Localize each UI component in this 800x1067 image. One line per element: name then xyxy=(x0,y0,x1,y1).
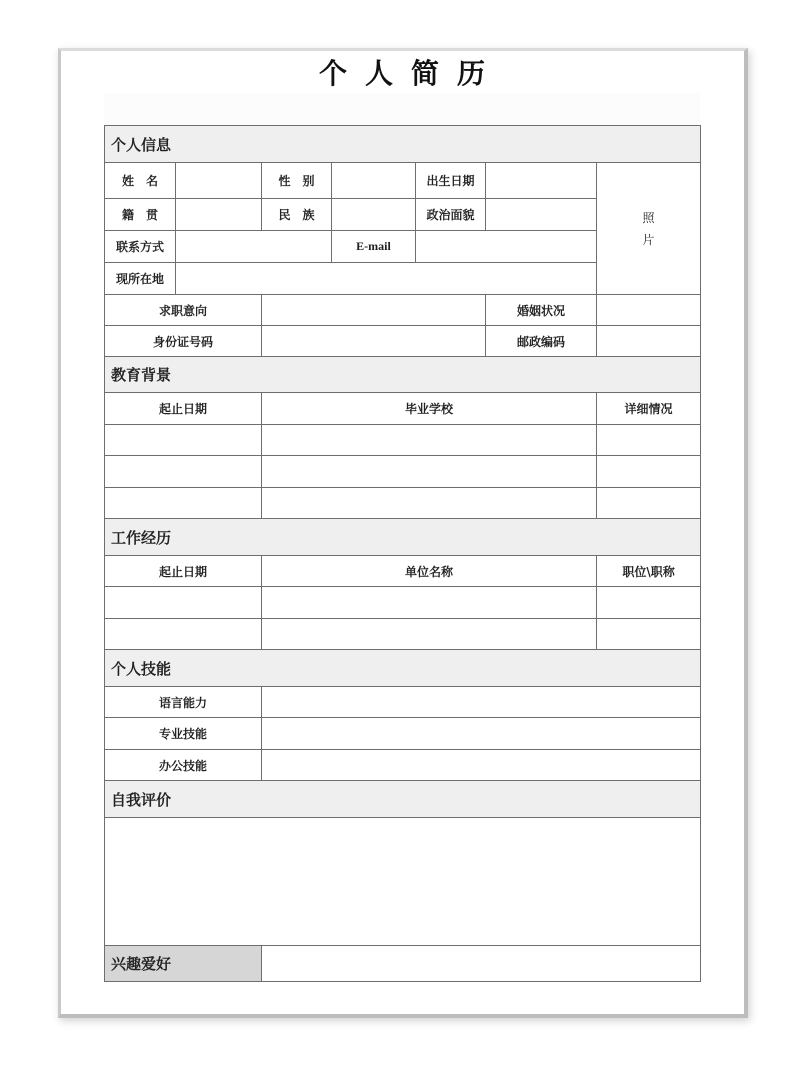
work-company-field[interactable] xyxy=(262,587,597,619)
section-header-self-evaluation: 自我评价 xyxy=(105,781,701,818)
education-dates-field[interactable] xyxy=(105,456,262,488)
birth-date-field[interactable] xyxy=(486,163,597,199)
marital-status-field[interactable] xyxy=(597,295,701,326)
political-status-field[interactable] xyxy=(486,199,597,231)
photo-label-line2: 片 xyxy=(642,232,655,247)
label-hobbies: 兴趣爱好 xyxy=(105,946,262,982)
label-id-number: 身份证号码 xyxy=(105,326,262,357)
native-place-field[interactable] xyxy=(176,199,262,231)
label-office-skill: 办公技能 xyxy=(105,750,262,781)
job-intention-field[interactable] xyxy=(262,295,486,326)
self-evaluation-field[interactable] xyxy=(105,818,701,946)
label-email: E-mail xyxy=(332,231,416,263)
email-field[interactable] xyxy=(416,231,597,263)
label-birth-date: 出生日期 xyxy=(416,163,486,199)
address-field[interactable] xyxy=(176,263,597,295)
table-row xyxy=(105,587,701,619)
section-header-work: 工作经历 xyxy=(105,519,701,556)
work-dates-field[interactable] xyxy=(105,619,262,650)
table-row xyxy=(105,619,701,650)
label-gender: 性 别 xyxy=(262,163,332,199)
postal-code-field[interactable] xyxy=(597,326,701,357)
education-details-field[interactable] xyxy=(597,488,701,519)
subtitle-band xyxy=(104,93,700,125)
education-school-field[interactable] xyxy=(262,488,597,519)
professional-skill-field[interactable] xyxy=(262,718,701,750)
work-position-field[interactable] xyxy=(597,587,701,619)
section-header-education: 教育背景 xyxy=(105,357,701,393)
gender-field[interactable] xyxy=(332,163,416,199)
label-ethnicity: 民 族 xyxy=(262,199,332,231)
language-skill-field[interactable] xyxy=(262,687,701,718)
education-school-field[interactable] xyxy=(262,425,597,456)
section-header-skills: 个人技能 xyxy=(105,650,701,687)
label-native-place: 籍 贯 xyxy=(105,199,176,231)
label-name: 姓 名 xyxy=(105,163,176,199)
contact-field[interactable] xyxy=(176,231,332,263)
work-dates-field[interactable] xyxy=(105,587,262,619)
label-professional-skill: 专业技能 xyxy=(105,718,262,750)
table-row xyxy=(105,456,701,488)
hobbies-field[interactable] xyxy=(262,946,701,982)
photo-box[interactable] xyxy=(597,163,701,295)
resume-table xyxy=(104,125,701,982)
work-col-dates: 起止日期 xyxy=(105,556,262,587)
label-contact: 联系方式 xyxy=(105,231,176,263)
table-row xyxy=(105,425,701,456)
label-postal-code: 邮政编码 xyxy=(486,326,597,357)
section-header-personal-info: 个人信息 xyxy=(105,126,701,163)
label-political-status: 政治面貌 xyxy=(416,199,486,231)
office-skill-field[interactable] xyxy=(262,750,701,781)
label-job-intention: 求职意向 xyxy=(105,295,262,326)
education-col-dates: 起止日期 xyxy=(105,393,262,425)
education-dates-field[interactable] xyxy=(105,488,262,519)
education-details-field[interactable] xyxy=(597,456,701,488)
education-col-school: 毕业学校 xyxy=(262,393,597,425)
label-marital-status: 婚姻状况 xyxy=(486,295,597,326)
work-company-field[interactable] xyxy=(262,619,597,650)
table-row xyxy=(105,488,701,519)
photo-label-line1: 照 xyxy=(642,210,655,225)
label-address: 现所在地 xyxy=(105,263,176,295)
name-field[interactable] xyxy=(176,163,262,199)
id-number-field[interactable] xyxy=(262,326,486,357)
education-col-details: 详细情况 xyxy=(597,393,701,425)
ethnicity-field[interactable] xyxy=(332,199,416,231)
work-col-company: 单位名称 xyxy=(262,556,597,587)
label-language-skill: 语言能力 xyxy=(105,687,262,718)
work-col-position: 职位\职称 xyxy=(597,556,701,587)
education-dates-field[interactable] xyxy=(105,425,262,456)
page-title: 个人简历 xyxy=(318,57,503,90)
education-details-field[interactable] xyxy=(597,425,701,456)
education-school-field[interactable] xyxy=(262,456,597,488)
work-position-field[interactable] xyxy=(597,619,701,650)
